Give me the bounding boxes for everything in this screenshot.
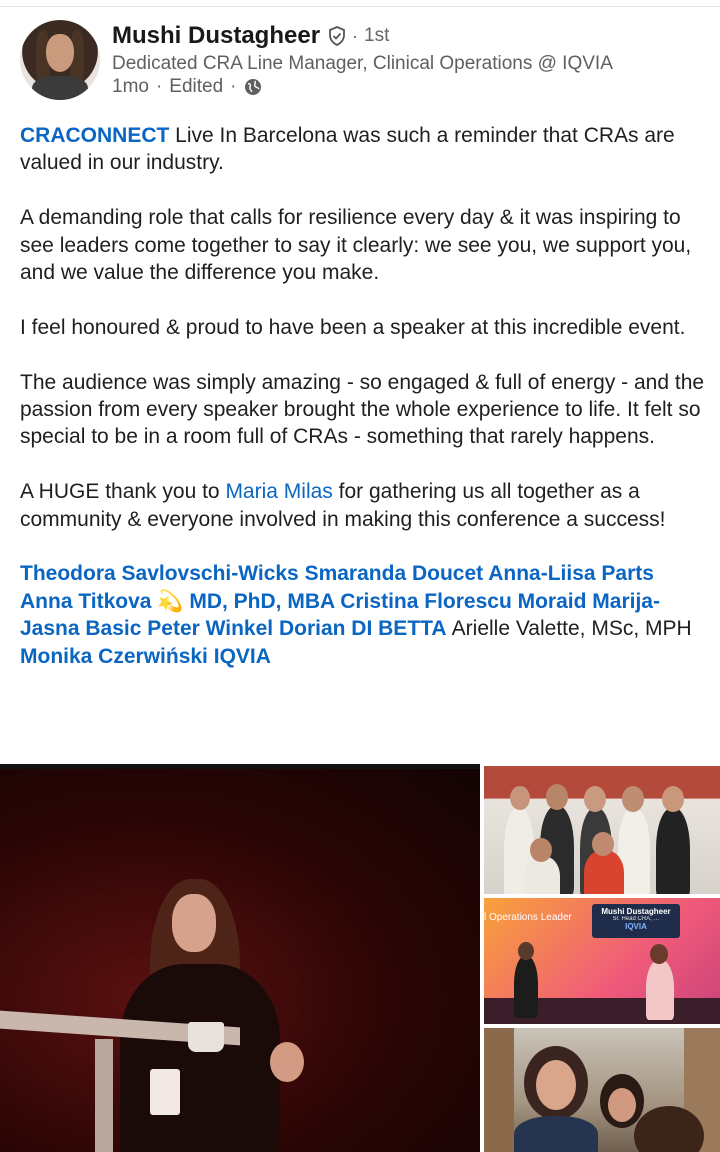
connection-degree: 1st [364,25,390,46]
separator-dot: · [352,25,359,46]
post-text: Live In Barcelona was such a reminder that CRAs are valued in our industry. [20,124,675,175]
tagged-name-text: Arielle Valette, MSc, MPH [451,617,692,641]
post-paragraph [20,478,710,533]
post-meta [112,76,262,98]
mention-link[interactable]: Maria Milas [225,480,333,504]
mention-link[interactable]: Marija-Jasna Basic [20,589,660,641]
mention-link[interactable]: Dorian DI BETTA [278,617,446,641]
separator-dot: · [155,76,163,97]
mention-link[interactable]: Smaranda Doucet [304,562,484,586]
author-avatar[interactable] [20,20,100,100]
screen-title: l Operations Leader [484,912,572,923]
speaker-namecard: Mushi Dustagheer Sr. Head CRA, … IQVIA [592,904,680,938]
author-name-row [112,22,389,50]
mention-link[interactable]: Monika Czerwiński [20,644,208,668]
separator-dot: · [230,76,237,97]
post-text: for gathering us all together as a community & everyone involved in making this conference a success! [20,480,666,531]
street-selfie-photo[interactable] [484,1028,720,1152]
author-headline: Dedicated CRA Line Manager, Clinical Operations @ IQVIA [112,53,613,74]
post-paragraph: The audience was simply amazing - so engaged & full of energy - and the passion from every speaker brought the whole experience to life. It felt so special to be in a room full of CRAs - something that rarely happens. [20,370,705,449]
top-divider [0,6,720,7]
hashtag-link[interactable]: CRACONNECT [20,124,170,147]
mention-link[interactable]: Theodora Savlovschi-Wicks [20,562,299,586]
mention-link[interactable]: IQVIA [213,644,271,668]
photo-gallery [0,764,720,1152]
post-text: A HUGE thank you to [20,480,226,504]
post-paragraph: A demanding role that calls for resilience every day & it was inspiring to see leaders come together to say it clearly: we see you, we support you, and we value the difference you make. [20,206,692,285]
post-time: 1mo [112,76,149,97]
tagged-people [20,560,710,670]
verified-shield-icon [328,26,346,46]
stage-photo[interactable] [484,898,720,1024]
edited-label: Edited [169,76,224,97]
post-paragraph [20,122,710,177]
mention-link[interactable]: Anna Titkova 💫 MD, PhD, MBA [20,589,335,613]
post-body [20,122,710,697]
post-paragraph: I feel honoured & proud to have been a speaker at this incredible event. [20,315,686,339]
group-photo[interactable] [484,766,720,894]
sparkle-emoji-icon: 💫 [157,589,184,613]
globe-icon [244,78,262,96]
speaker-photo[interactable] [0,764,480,1152]
mention-link[interactable]: Peter Winkel [147,617,274,641]
mention-link[interactable]: Anna-Liisa Parts [488,562,654,586]
mention-link[interactable]: Cristina Florescu Moraid [340,589,587,613]
post-header [18,20,708,102]
author-name[interactable]: Mushi Dustagheer [112,22,321,49]
